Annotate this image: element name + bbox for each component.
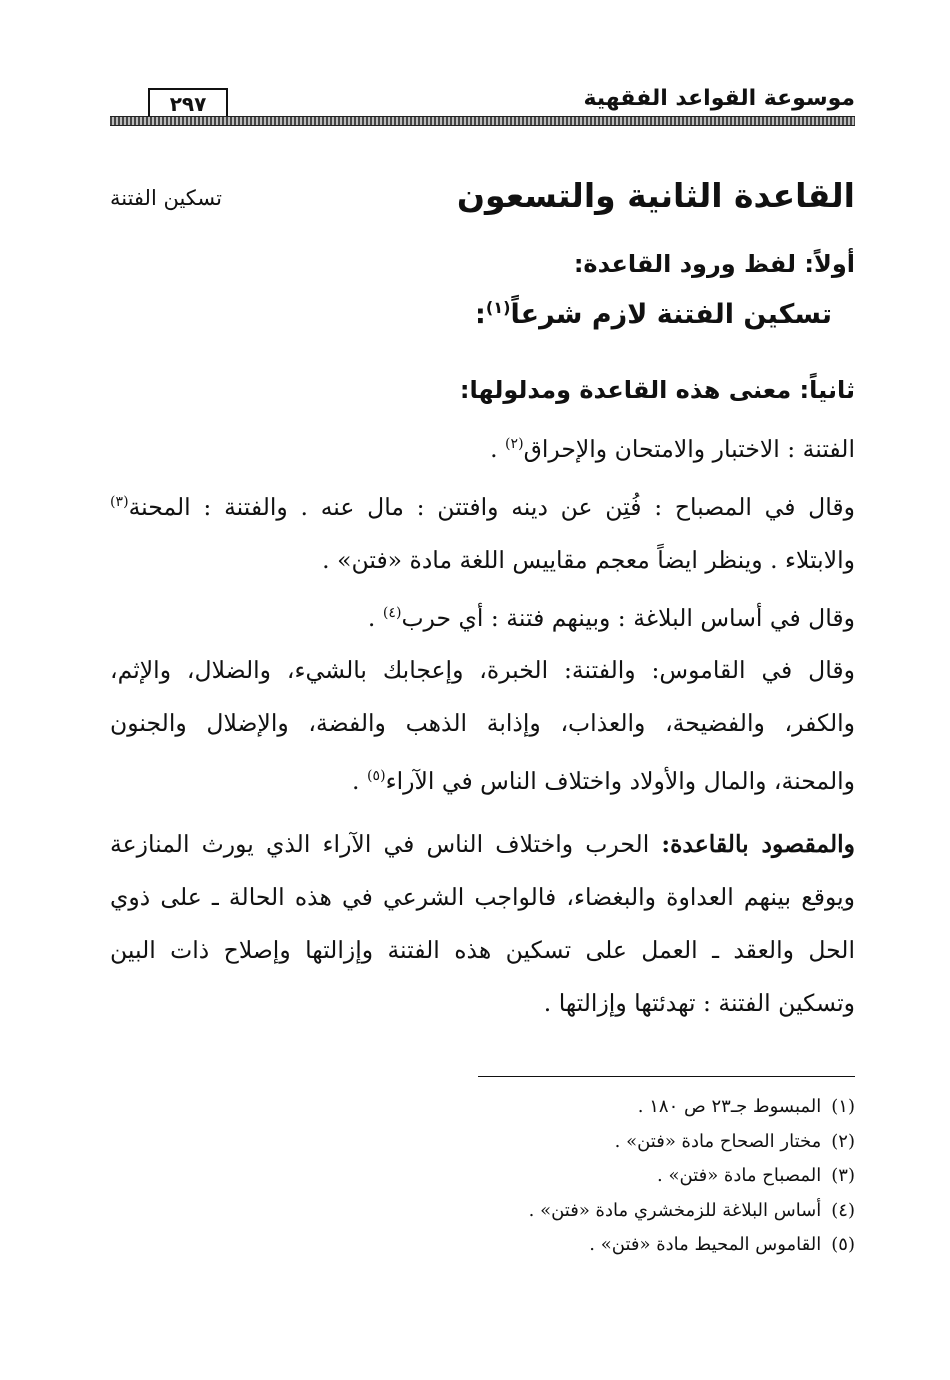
footnote-ref: (٥): [366, 768, 386, 785]
footnote-text: أساس البلاغة للزمخشري مادة «فتن» .: [528, 1199, 822, 1221]
footnote-ref: (٢): [505, 436, 524, 452]
footnote-number: (٥): [831, 1234, 855, 1255]
footnote-ref: (٤): [382, 604, 402, 621]
footnote-number: (٤): [831, 1199, 855, 1221]
page-number: ٢٩٧: [148, 88, 228, 118]
rule-statement: [475, 298, 832, 330]
footnote-number: (١): [831, 1096, 855, 1117]
footnote-divider: [478, 1076, 855, 1077]
footnotes: [415, 1090, 855, 1263]
paragraph: [110, 418, 855, 476]
footnote-ref: (١): [485, 298, 511, 317]
footnote-ref: (٣): [110, 493, 129, 510]
paragraph: [110, 476, 855, 587]
footnote-item: [415, 1125, 855, 1160]
rule-topic: تسكين الفتنة: [110, 186, 222, 210]
footnote-number: (٢): [831, 1130, 855, 1152]
paragraph-text: الفتنة : الاختبار والامتحان والإحراق: [523, 434, 855, 463]
footnote-number: (٣): [831, 1165, 855, 1186]
paragraph-end: .: [352, 767, 367, 796]
rule-statement-text: تسكين الفتنة لازم شرعاً: [510, 299, 832, 330]
footnote-item: [415, 1090, 855, 1125]
rule-statement-end: :: [475, 299, 486, 330]
paragraph-text: والابتلاء . وينظر ايضاً معجم مقاييس اللغة مادة «فتن» .: [322, 545, 855, 574]
book-title: موسوعة القواعد الفقهية: [583, 86, 855, 111]
paragraph: [110, 644, 855, 808]
paragraph: [110, 587, 855, 645]
footnote-item: [415, 1228, 855, 1263]
intended-meaning-lead: والمقصود بالقاعدة:: [661, 830, 855, 858]
rule-title: القاعدة الثانية والتسعون: [456, 176, 855, 215]
footnote-text: المصباح مادة «فتن» .: [657, 1165, 822, 1186]
footnote-text: المبسوط جـ٢٣ ص ١٨٠ .: [637, 1096, 822, 1117]
footnote-item: [415, 1194, 855, 1229]
footnote-text: القاموس المحيط مادة «فتن» .: [589, 1234, 822, 1255]
footnote-item: [415, 1159, 855, 1194]
paragraph-text: وقال في القاموس: والفتنة: الخبرة، وإعجابك بالشيء، والضلال، والإثم، والكفر، والفضيحة، والعذاب، وإذابة الذهب والفضة، والإضلال والجنون والمحنة، والمال والأولاد واختلاف الناس في الآراء: [110, 656, 855, 796]
paragraph-end: .: [490, 434, 506, 463]
paragraph-text: الحرب واختلاف الناس في الآراء الذي يورث المنازعة ويوقع بينهم العداوة والبغضاء، فالواجب الشرعي في هذه الحالة ـ على ذوي الحل والعقد ـ العمل على تسكين هذه الفتنة وإزالتها وإصلاح ذات البين وتسكين الفتنة : تهدئتها وإزالتها .: [110, 830, 855, 1017]
section-heading-first: أولاً: لفظ ورود القاعدة:: [573, 250, 855, 278]
footnote-text: مختار الصحاح مادة «فتن» .: [614, 1130, 822, 1152]
section-heading-second: ثانياً: معنى هذه القاعدة ومدلولها:: [459, 376, 855, 404]
header-rule: [110, 116, 855, 126]
intended-meaning: [110, 818, 855, 1030]
paragraph-end: .: [367, 603, 383, 632]
paragraph: [110, 818, 855, 1030]
paragraph-text: وقال في المصباح : فُتِن عن دينه وافتتن : مال عنه . والفتنة : المحنة: [128, 492, 855, 521]
running-header: [110, 82, 855, 132]
meaning-paragraphs: [110, 418, 855, 808]
paragraph-text: وقال في أساس البلاغة : وبينهم فتنة : أي حرب: [401, 603, 855, 632]
